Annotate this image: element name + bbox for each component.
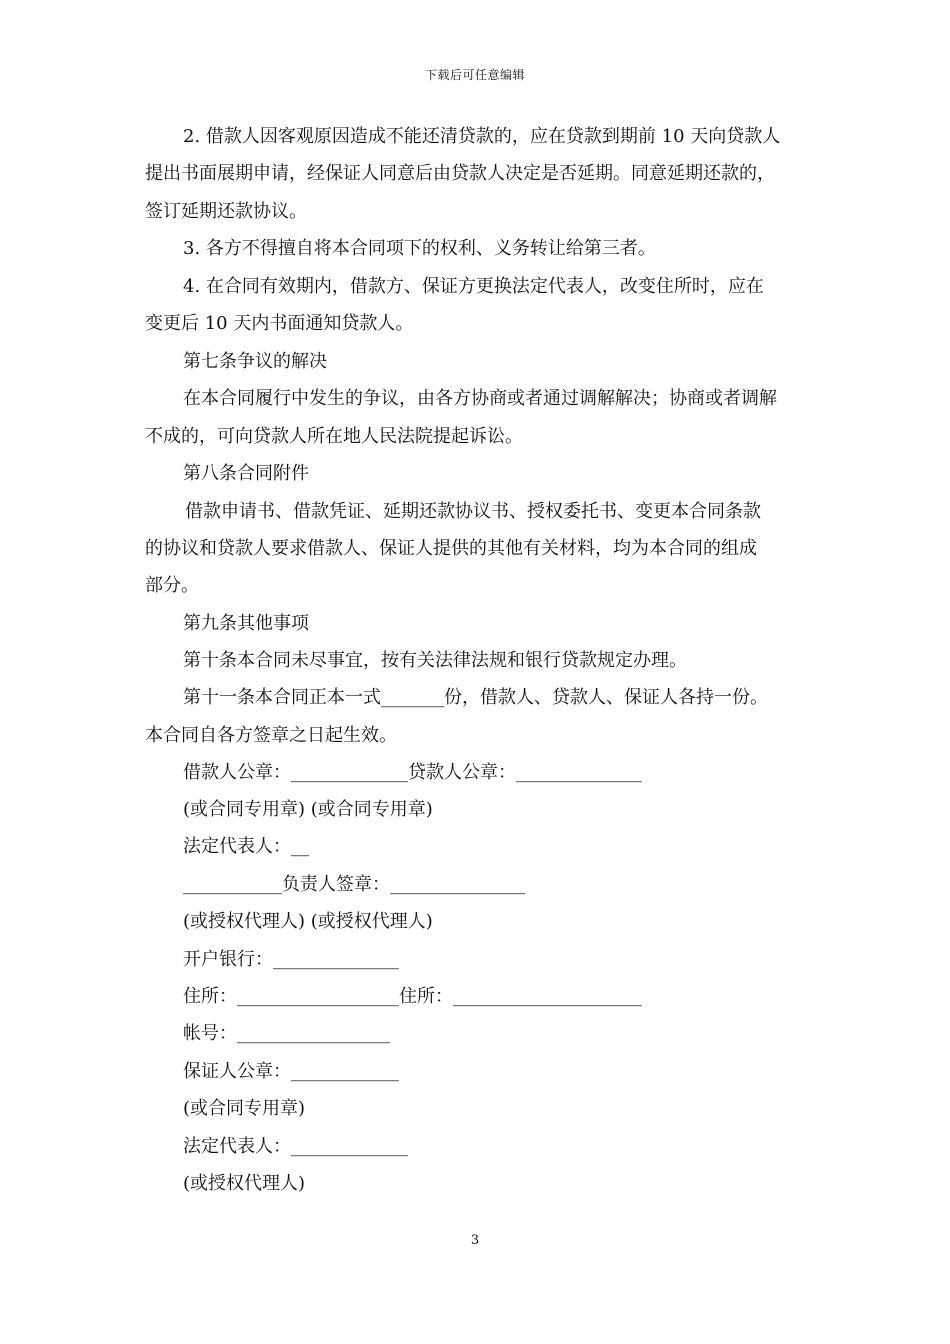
paragraph-line: 在本合同履行中发生的争议，由各方协商或者通过调解解决；协商或者调解	[183, 388, 777, 409]
paragraph-line: 本合同自各方签章之日起生效。	[145, 725, 397, 746]
section-heading: 第八条合同附件	[183, 463, 309, 484]
paragraph-line: 变更后 10 天内书面通知贷款人。	[145, 313, 414, 334]
section-heading: 第七条争议的解决	[183, 351, 327, 372]
signature-note: (或授权代理人) (或授权代理人)	[183, 911, 433, 932]
paragraph-line: 签订延期还款协议。	[145, 201, 307, 222]
signature-note: (或授权代理人)	[183, 1173, 306, 1194]
signature-field: ___________负责人签章：_______________	[183, 874, 525, 895]
paragraph-line: 第十条本合同未尽事宜，按有关法律法规和银行贷款规定办理。	[183, 650, 687, 671]
paragraph-line: 部分。	[145, 575, 199, 596]
paragraph-line: 借款申请书、借款凭证、延期还款协议书、授权委托书、变更本合同条款	[185, 501, 761, 522]
signature-note: (或合同专用章) (或合同专用章)	[183, 799, 433, 820]
paragraph-line: 第十一条本合同正本一式_______份，借款人、贷款人、保证人各持一份。	[183, 687, 768, 708]
signature-field: 开户银行：______________	[183, 949, 399, 970]
paragraph-line: 提出书面展期申请，经保证人同意后由贷款人决定是否延期。同意延期还款的，	[145, 163, 775, 184]
paragraph-line: 不成的，可向贷款人所在地人民法院提起诉讼。	[145, 426, 523, 447]
section-heading: 第九条其他事项	[183, 613, 309, 634]
signature-field: 法定代表人：_____________	[183, 1136, 408, 1157]
signature-note: (或合同专用章)	[183, 1098, 306, 1119]
page-header-note: 下载后可任意编辑	[424, 68, 525, 82]
paragraph-line: 2. 借款人因客观原因造成不能还清贷款的，应在贷款到期前 10 天向贷款人	[183, 126, 781, 147]
signature-field: 法定代表人：__	[183, 836, 309, 857]
page-number: 3	[470, 1233, 480, 1248]
paragraph-line: 4. 在合同有效期内，借款方、保证方更换法定代表人，改变住所时，应在	[183, 276, 764, 297]
paragraph-line: 3. 各方不得擅自将本合同项下的权利、义务转让给第三者。	[183, 238, 656, 259]
signature-field: 住所：__________________住所：_____________________	[183, 986, 642, 1007]
signature-field: 保证人公章：____________	[183, 1061, 399, 1082]
signature-field: 帐号：_________________	[183, 1023, 390, 1044]
paragraph-line: 的协议和贷款人要求借款人、保证人提供的其他有关材料，均为本合同的组成	[145, 538, 757, 559]
signature-field: 借款人公章：_____________贷款人公章：______________	[183, 762, 642, 783]
